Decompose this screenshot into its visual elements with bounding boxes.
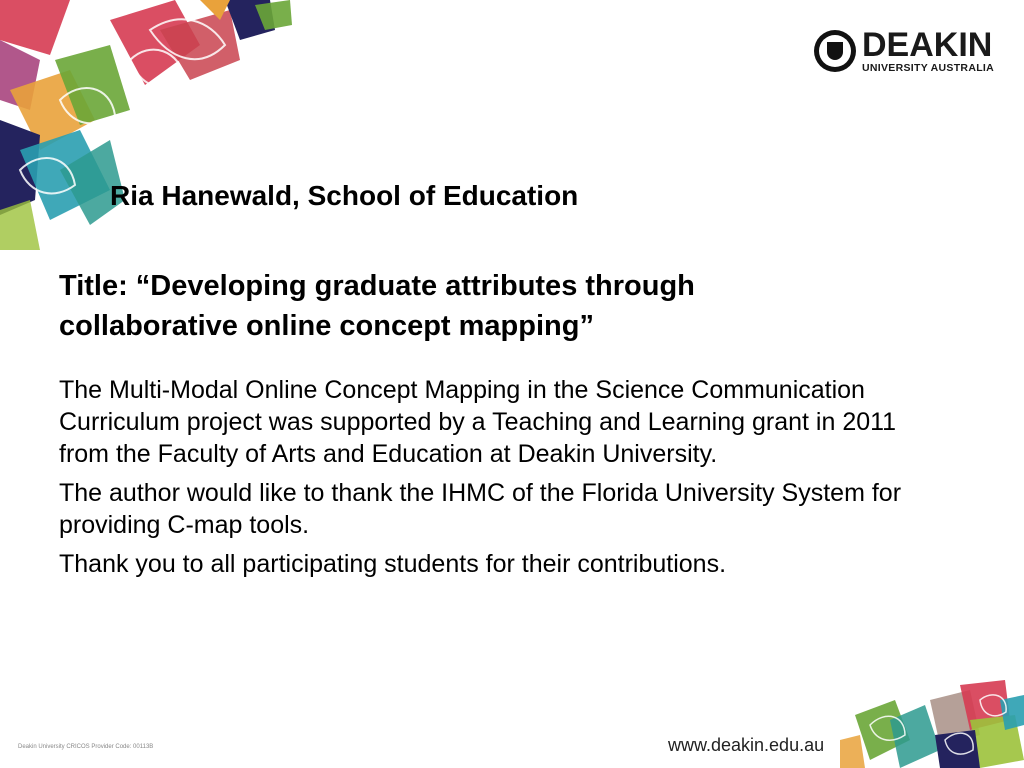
decorative-flower-graphic-bottom-right	[840, 680, 1024, 768]
website-url: www.deakin.edu.au	[668, 735, 825, 755]
decorative-flower-graphic-top-left	[0, 0, 300, 250]
deakin-logo	[814, 28, 994, 74]
deakin-crest-icon	[814, 30, 856, 72]
logo-name: DEAKIN	[862, 26, 993, 64]
title-line-1: Title: “Developing graduate attributes through	[59, 270, 695, 302]
title-line-2: collaborative online concept mapping”	[59, 310, 594, 342]
body-paragraph-3: Thank you to all participating students for their contributions.	[59, 550, 727, 578]
logo-subtitle: UNIVERSITY AUSTRALIA	[862, 62, 995, 74]
body-paragraph-1: The Multi-Modal Online Concept Mapping in the Science Communication Curriculum project was supported by a Teaching and Learning grant in 2011 from the Faculty of Arts and Education at Deakin University.	[59, 376, 897, 468]
author-line: Ria Hanewald, School of Education	[110, 180, 579, 211]
logo-text	[862, 28, 994, 74]
slide-body	[59, 374, 939, 587]
body-paragraph-2: The author would like to thank the IHMC of the Florida University System for providing C-map tools.	[59, 479, 902, 539]
cricos-footnote: Deakin University CRICOS Provider Code: 00113B	[18, 744, 154, 750]
slide-title	[59, 266, 959, 346]
